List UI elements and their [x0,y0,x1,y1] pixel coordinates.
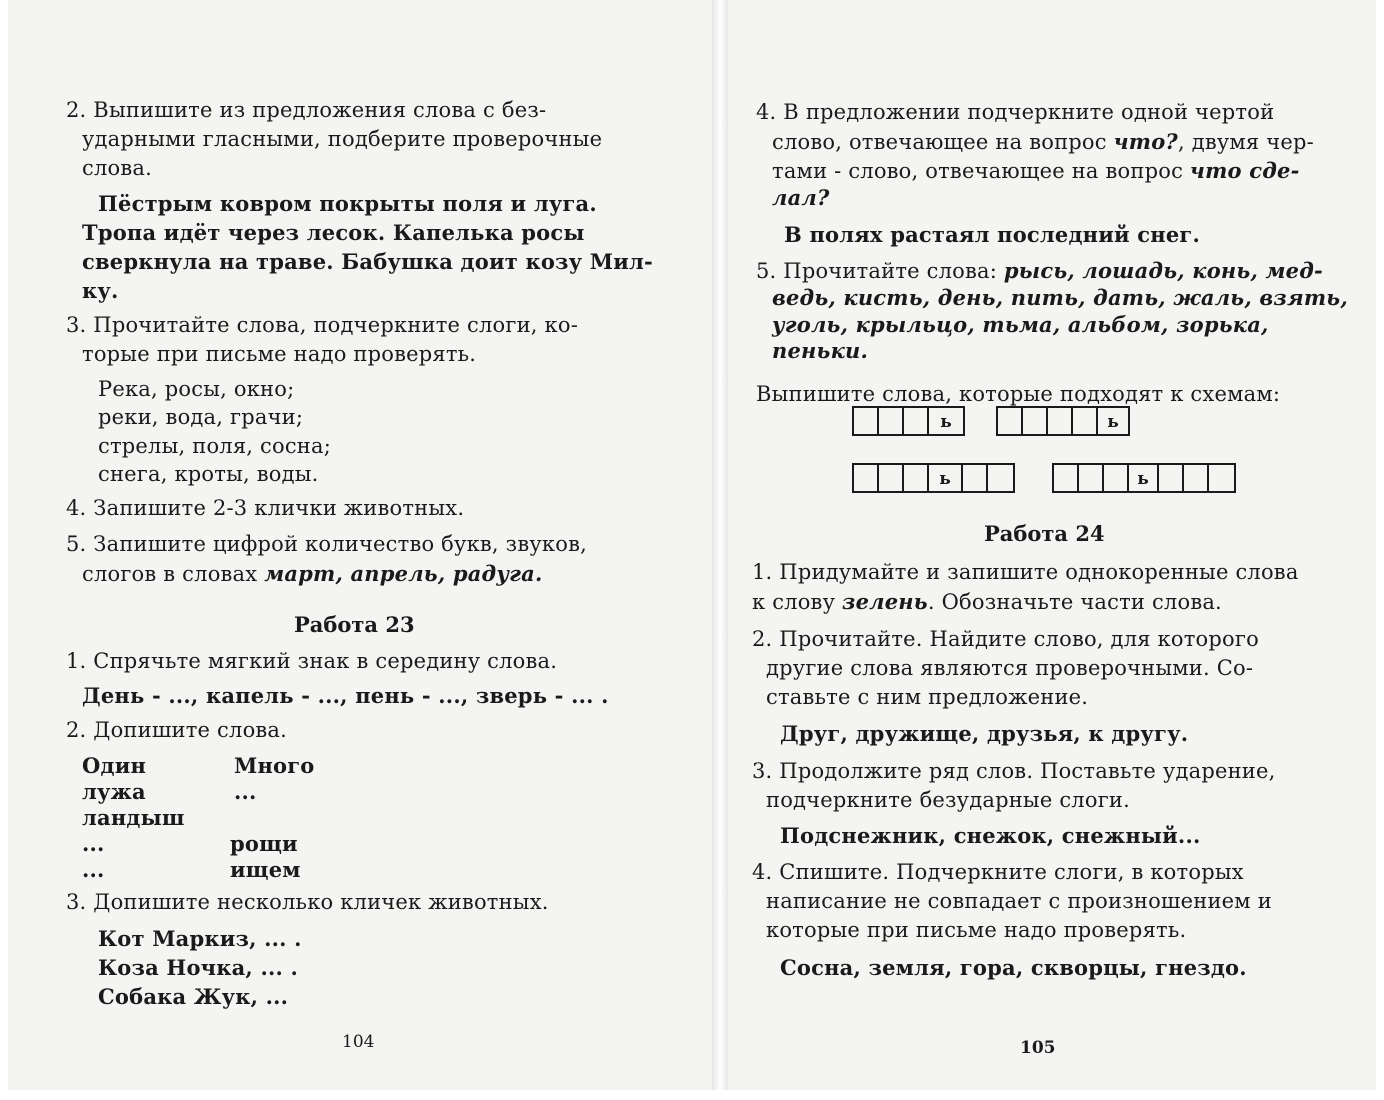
work-23-title: Работа 23 [294,612,415,637]
table-cell: рощи [230,831,298,856]
w24-exercise-2-line: другие слова являются проверочными. Со- [766,656,1254,680]
letter-cell [854,408,879,434]
w23-exercise-3-item: Собака Жук, ... [98,984,289,1009]
text-part: . Обозначьте части слова. [927,590,1222,614]
w24-exercise-2-line: 2. Прочитайте. Найдите слово, для которого [752,627,1259,651]
soft-sign-cell: ь [929,465,963,491]
w24-exercise-1-line [752,587,1222,617]
exercise-3-line: торые при письме надо проверять. [82,342,477,366]
w24-exercise-4-line: написание не совпадает с произношением и [766,889,1272,913]
w24-exercise-4-line: 4. Спишите. Подчеркните слоги, в которых [752,860,1244,884]
exercise-2-line: ударными гласными, подберите проверочные [82,127,603,151]
root-word: зелень [842,589,928,614]
letter-cell [1023,408,1048,434]
table-cell: ... [234,779,257,804]
w24-exercise-3-words: Подснежник, снежок, снежный... [780,823,1201,848]
exercise-4: 4. Запишите 2-3 клички животных. [66,496,465,520]
exercise-3-words: снега, кроты, воды. [98,462,319,486]
w24-exercise-3-line: подчеркните безударные слоги. [766,788,1130,812]
schemes-intro: Выпишите слова, которые подходят к схемам: [756,382,1281,406]
letter-scheme-4 [852,406,965,436]
w24-exercise-2-line: ставьте с ним предложение. [766,685,1089,709]
soft-sign-cell: ь [1129,465,1159,491]
exercise-5-words: пеньки. [772,338,868,363]
exercise-5-words: рысь, лошадь, конь, мед- [1003,258,1323,283]
exercise-2-text: ку. [82,278,119,303]
letter-cell [1048,408,1073,434]
table-cell: Один [82,753,147,778]
work-24-title: Работа 24 [984,521,1105,546]
table-cell: лужа [82,779,146,804]
w24-exercise-4-line: которые при письме надо проверять. [766,918,1187,942]
exercise-3-words: Река, росы, окно; [98,377,295,401]
w23-exercise-3: 3. Допишите несколько кличек животных. [66,890,549,914]
question-what: что? [1113,129,1178,154]
letter-cell [1184,465,1209,491]
letter-scheme-5 [996,406,1130,436]
letter-cell [904,465,929,491]
book-gutter [712,0,728,1090]
letter-scheme-7 [1052,463,1236,493]
exercise-2-text: сверкнула на траве. Бабушка доит козу Мил- [82,249,653,274]
soft-sign-cell: ь [1107,412,1119,432]
exercise-2-line: 2. Выпишите из предложения слова с без- [66,98,547,122]
letter-cell [988,465,1013,491]
text-part: 5. Прочитайте слова: [756,259,1004,283]
letter-cell [879,465,904,491]
exercise-5-words: ведь, кисть, день, пить, дать, жаль, взять, [772,285,1348,310]
exercise-4-line [772,127,1314,157]
exercise-5-line [756,256,1323,286]
exercise-5-words: март, апрель, радуга. [264,561,543,586]
letter-cell [963,465,988,491]
exercise-2-text: Пёстрым ковром покрыты поля и луга. [98,191,597,216]
question-what-did-end: лал? [772,185,830,210]
letter-cell [1104,465,1129,491]
table-cell: ... [82,831,105,856]
page-number: 104 [342,1032,375,1052]
text-part: , двумя чер- [1177,130,1314,154]
w24-exercise-4-words: Сосна, земля, гора, скворцы, гнездо. [780,955,1247,980]
letter-cell [998,408,1023,434]
letter-cell [1159,465,1184,491]
text-part: тами - слово, отвечающее на вопрос [772,159,1190,183]
w23-exercise-2: 2. Допишите слова. [66,718,288,742]
text-part: слово, отвечающее на вопрос [772,130,1114,154]
text-part: к слову [752,590,842,614]
exercise-2-line: слова. [82,156,152,180]
letter-scheme-6 [852,463,1015,493]
table-cell: ... [82,857,105,882]
exercise-5-line [82,559,542,589]
letter-cell [879,408,904,434]
exercise-4-sentence: В полях растаял последний снег. [784,222,1200,247]
page-number: 105 [1020,1038,1056,1058]
exercise-3-words: реки, вода, грачи; [98,405,304,429]
w23-exercise-3-item: Коза Ночка, ... . [98,955,298,980]
letter-cell [1209,465,1234,491]
exercise-4-line [772,156,1300,186]
letter-cell [1073,408,1098,434]
exercise-3-words: стрелы, поля, сосна; [98,434,331,458]
letter-cell [854,465,879,491]
letter-cell [1079,465,1104,491]
exercise-2-text: Тропа идёт через лесок. Капелька росы [82,220,585,245]
letter-cell [904,408,929,434]
w23-exercise-1-words: День - ..., капель - ..., пень - ..., зверь - ... . [82,683,609,708]
exercise-4-line: 4. В предложении подчеркните одной чертой [756,100,1275,124]
question-what-did: что сде- [1189,158,1300,183]
exercise-3-line: 3. Прочитайте слова, подчеркните слоги, ко- [66,313,579,337]
table-cell: Много [234,753,315,778]
exercise-5-prefix: слогов в словах [82,562,265,586]
exercise-5-words: уголь, крыльцо, тьма, альбом, зорька, [772,312,1269,337]
w24-exercise-2-words: Друг, дружище, друзья, к другу. [780,721,1189,746]
soft-sign-cell: ь [940,412,952,432]
exercise-5-line: 5. Запишите цифрой количество букв, звуков, [66,532,587,556]
w23-exercise-3-item: Кот Маркиз, ... . [98,926,302,951]
w24-exercise-3-line: 3. Продолжите ряд слов. Поставьте ударение, [752,759,1276,783]
table-cell: ландыш [82,805,185,830]
table-cell: ищем [230,857,301,882]
w23-exercise-1: 1. Спрячьте мягкий знак в середину слова. [66,649,558,673]
letter-cell [1054,465,1079,491]
w24-exercise-1-line: 1. Придумайте и запишите однокоренные слова [752,560,1299,584]
